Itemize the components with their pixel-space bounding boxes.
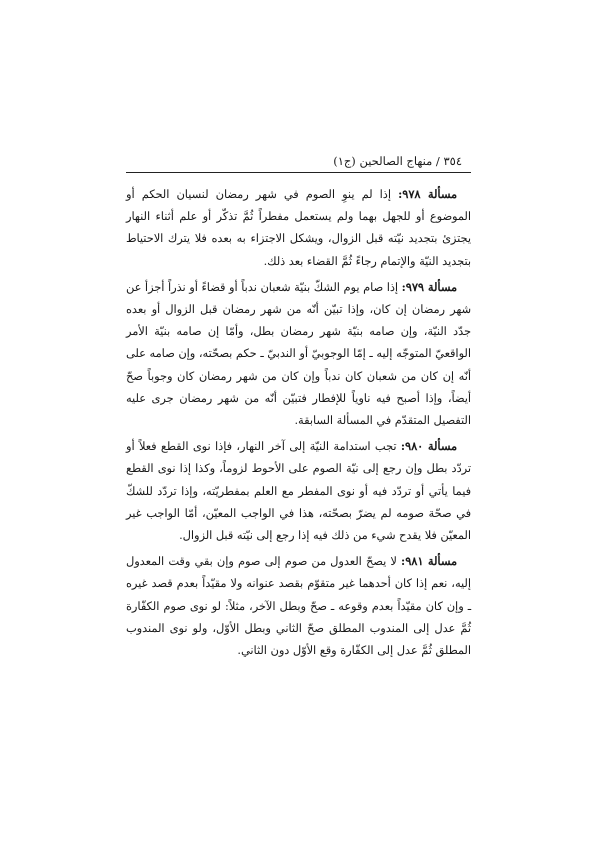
paragraph-981 — [126, 550, 471, 662]
paragraph-text: لا يصحّ العدول من صوم إلى صوم وإن بقي وقت المعدول إليه، نعم إذا كان أحدهما غير متقوّم بقصد عنوانه ولا مقيّداً بعدم قصد غيره ـ وإن كان مقيّداً بعدم وقوعه ـ صحّ وبطل الآخر، مثلاً: لو نوى صوم الكفّارة ثُمَّ عدل إلى المندوب المطلق صحّ الثاني وبطل الأوّل، ولو نوى المندوب المطلق ثُمَّ عدل إلى الكفّارة وقع الأوّل دون الثاني. — [126, 555, 471, 658]
issue-label: مسألة ٩٧٨: — [398, 187, 457, 201]
issue-label: مسألة ٩٧٩: — [401, 279, 458, 294]
issue-label: مسألة ٩٨١: — [401, 554, 457, 569]
paragraph-text: إذا لم ينوِ الصوم في شهر رمضان لنسيان الحكم أو الموضوع أو للجهل بهما ولم يستعمل مفطراً ثُمَّ تذكّر أو علم أثناء النهار يجتزئ بتجديد نيّته قبل الزوال، ويشكل الاجتزاء به بعده فلا يترك الاحتياط بتجديد النيّة والإتمام رجاءً ثُمَّ القضاء بعد ذلك. — [126, 188, 471, 268]
header-rule — [126, 172, 471, 173]
running-header: ٣٥٤ / منهاج الصالحين (ج١) — [333, 154, 462, 168]
page-body — [126, 183, 471, 665]
paragraph-text: إذا صام يوم الشكّ بنيّة شعبان ندباً أو قضاءً أو نذراً أجزأ عن شهر رمضان إن كان، وإذا تبيّن أنّه من شهر رمضان قبل الزوال أو بعده جدّد النيّة، وإن صامه بنيّة شهر رمضان بطل، وأمّا إن صامه بنيّة الأمر الواقعيّ المتوجّه إليه ـ إمّا الوجوبيّ أو الندبيّ ـ حكم بصحّته، وإن صامه على أنّه إن كان من شعبان كان ندباً وإن كان من شهر رمضان كان وجوباً صحّ أيضاً، وإذا أصبح فيه ناوياً للإفطار فتبيّن أنّه من شهر رمضان جرى عليه التفصيل المتقدّم في المسألة السابقة. — [126, 280, 471, 428]
issue-label: مسألة ٩٨٠: — [400, 439, 457, 454]
paragraph-980 — [126, 435, 471, 547]
paragraph-979 — [126, 276, 471, 432]
paragraph-text: تجب استدامة النيّة إلى آخر النهار، فإذا نوى القطع فعلاً أو تردّد بطل وإن رجع إلى نيّة الصوم على الأحوط لزوماً، وكذا إذا نوى القطع فيما يأتي أو تردّد فيه أو نوى المفطر مع العلم بمفطريّته، وإذا تردّد للشكّ في صحّة صومه لم يضرّ بصحّته، هذا في الواجب المعيّن، أمّا الواجب غير المعيّن فلا يقدح شيء من ذلك فيه إذا رجع إلى نيّته قبل الزوال. — [126, 440, 471, 543]
paragraph-978 — [126, 183, 471, 273]
